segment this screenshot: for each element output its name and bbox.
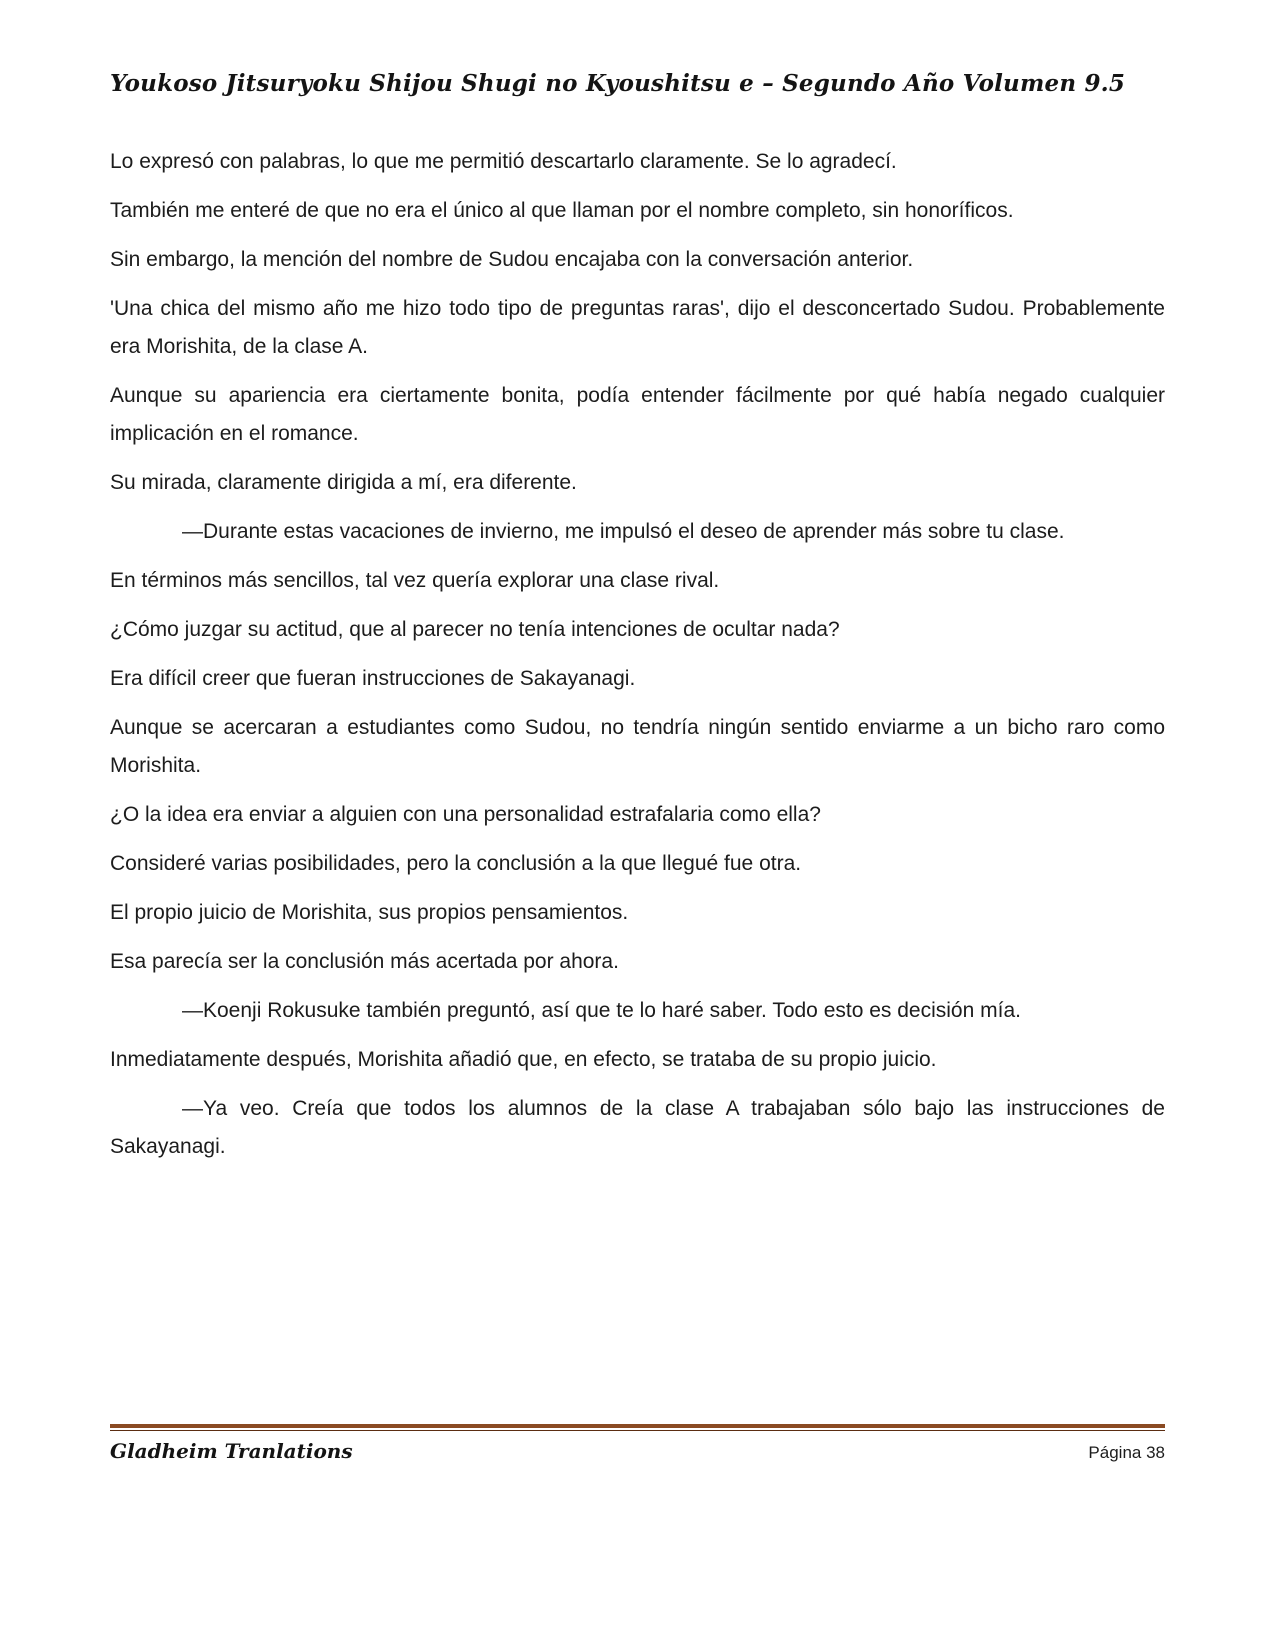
paragraph: —Durante estas vacaciones de invierno, me impulsó el deseo de aprender más sobre tu clase. bbox=[182, 520, 1065, 543]
paragraph: Era difícil creer que fueran instrucciones de Sakayanagi. bbox=[110, 667, 636, 690]
paragraph: Inmediatamente después, Morishita añadió que, en efecto, se trataba de su propio juicio. bbox=[110, 1048, 937, 1071]
paragraph: También me enteré de que no era el único al que llaman por el nombre completo, sin honoríficos. bbox=[110, 199, 1014, 222]
document-title: Youkoso Jitsuryoku Shijou Shugi no Kyoushitsu e – Segundo Año Volumen 9.5 bbox=[110, 70, 1126, 97]
paragraph: —Koenji Rokusuke también preguntó, así que te lo haré saber. Todo esto es decisión mía. bbox=[182, 999, 1021, 1022]
paragraph: Consideré varias posibilidades, pero la conclusión a la que llegué fue otra. bbox=[110, 852, 802, 875]
paragraph: Sin embargo, la mención del nombre de Sudou encajaba con la conversación anterior. bbox=[110, 248, 914, 271]
paragraph: Aunque se acercaran a estudiantes como Sudou, no tendría ningún sentido enviarme a un bicho raro como Morishita. bbox=[110, 716, 1165, 777]
page-header bbox=[110, 70, 1165, 97]
page-body bbox=[110, 143, 1165, 1166]
paragraph: Su mirada, claramente dirigida a mí, era diferente. bbox=[110, 471, 577, 494]
paragraph: —Ya veo. Creía que todos los alumnos de la clase A trabajaban sólo bajo las instrucciones de Sakayanagi. bbox=[110, 1097, 1165, 1158]
page-footer bbox=[110, 1424, 1165, 1463]
paragraph: Lo expresó con palabras, lo que me permitió descartarlo claramente. Se lo agradecí. bbox=[110, 150, 897, 173]
paragraph: El propio juicio de Morishita, sus propios pensamientos. bbox=[110, 901, 629, 924]
translator-credit: Gladheim Tranlations bbox=[110, 1439, 353, 1463]
paragraph: ¿Cómo juzgar su actitud, que al parecer no tenía intenciones de ocultar nada? bbox=[110, 618, 840, 641]
footer-row bbox=[110, 1439, 1165, 1463]
paragraph: ¿O la idea era enviar a alguien con una personalidad estrafalaria como ella? bbox=[110, 803, 821, 826]
paragraph: 'Una chica del mismo año me hizo todo tipo de preguntas raras', dijo el desconcertado Sudou. Probablemente era Morishita, de la clase A. bbox=[110, 297, 1165, 358]
footer-divider bbox=[110, 1424, 1165, 1431]
page-number: Página 38 bbox=[1088, 1443, 1165, 1462]
paragraph: Aunque su apariencia era ciertamente bonita, podía entender fácilmente por qué había negado cualquier implicación en el romance. bbox=[110, 384, 1165, 445]
paragraph: En términos más sencillos, tal vez quería explorar una clase rival. bbox=[110, 569, 720, 592]
paragraph: Esa parecía ser la conclusión más acertada por ahora. bbox=[110, 950, 619, 973]
